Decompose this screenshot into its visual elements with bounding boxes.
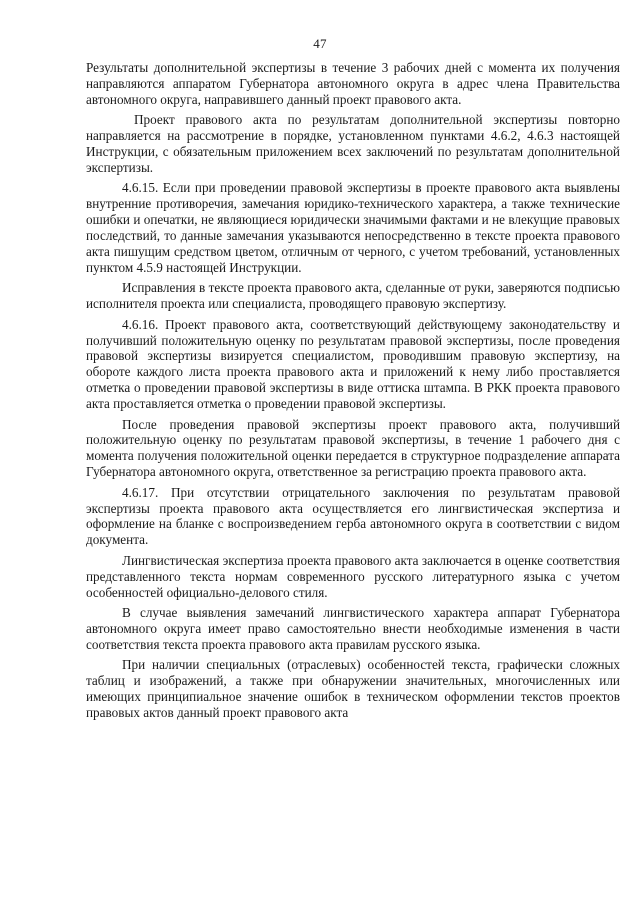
page-number: 47	[313, 36, 327, 51]
paragraph-6: После проведения правовой экспертизы проект правового акта, получивший положительную оценку по результатам правовой экспертизы, в течение 1 рабочего дня с момента получения положительной оценки передается в структурное подразделение аппарата Губернатора автономного округа, ответственное за регистрацию проекта правового акта.	[86, 416, 620, 480]
paragraph-4-6-16: 4.6.16. Проект правового акта, соответствующий действующему законодательству и получивший положительную оценку по результатам правовой экспертизы, после проведения правовой экспертизы визируется специалистом, проводившим правовую экспертизу, на обороте каждого листа проекта правового акта и приложений к нему либо проставляется отметка о проведении правовой экспертизы в виде оттиска штампа. В РКК проекта правового акта проставляется отметка о проведении правовой экспертизы.	[86, 316, 620, 412]
paragraph-10: При наличии специальных (отраслевых) особенностей текста, графически сложных таблиц и изображений, а также при обнаружении значительных, многочисленных или имеющих принципиальное значение ошибок в техническом оформлении текстов проектов правовых актов данный проект правового акта	[86, 657, 620, 720]
paragraph-4-6-17: 4.6.17. При отсутствии отрицательного заключения по результатам правовой экспертизы проекта правового акта осуществляется его лингвистическая экспертиза и оформление на бланке с воспроизведением герба автономного округа в соответствии с видом документа.	[86, 484, 620, 548]
paragraph-4: Исправления в тексте проекта правового акта, сделанные от руки, заверяются подписью исполнителя проекта или специалиста, проводящего правовую экспертизу.	[86, 280, 620, 312]
paragraph-4-6-15: 4.6.15. Если при проведении правовой экспертизы в проекте правового акта выявлены внутренние противоречия, замечания юридико-технического характера, а также технические ошибки и опечатки, не являющиеся юридически значимыми фактами и не влекущие правовых последствий, то данные замечания указываются непосредственно в тексте проекта правового акта пишущим средством цветом, отличным от черного, с учетом требований, установленных пунктом 4.5.9 настоящей Инструкции.	[86, 180, 620, 275]
paragraph-9: В случае выявления замечаний лингвистического характера аппарат Губернатора автономного округа имеет право самостоятельно внести необходимые изменения в части соответствия текста проекта правового акта правилам русского языка.	[86, 605, 620, 652]
paragraph-1: Результаты дополнительной экспертизы в течение 3 рабочих дней с момента их получения направляются аппаратом Губернатора автономного округа в адрес члена Правительства автономного округа, направившего данный проект правового акта.	[86, 60, 620, 107]
document-body	[86, 60, 620, 725]
paragraph-8: Лингвистическая экспертиза проекта правового акта заключается в оценке соответствия представленного текста нормам современного русского литературного языка с учетом особенностей официально-делового стиля.	[86, 552, 620, 600]
paragraph-2: Проект правового акта по результатам дополнительной экспертизы повторно направляется на рассмотрение в порядке, установленном пунктами 4.6.2, 4.6.3 настоящей Инструкции, с обязательным приложением всех заключений по результатам дополнительной экспертизы.	[86, 112, 620, 175]
